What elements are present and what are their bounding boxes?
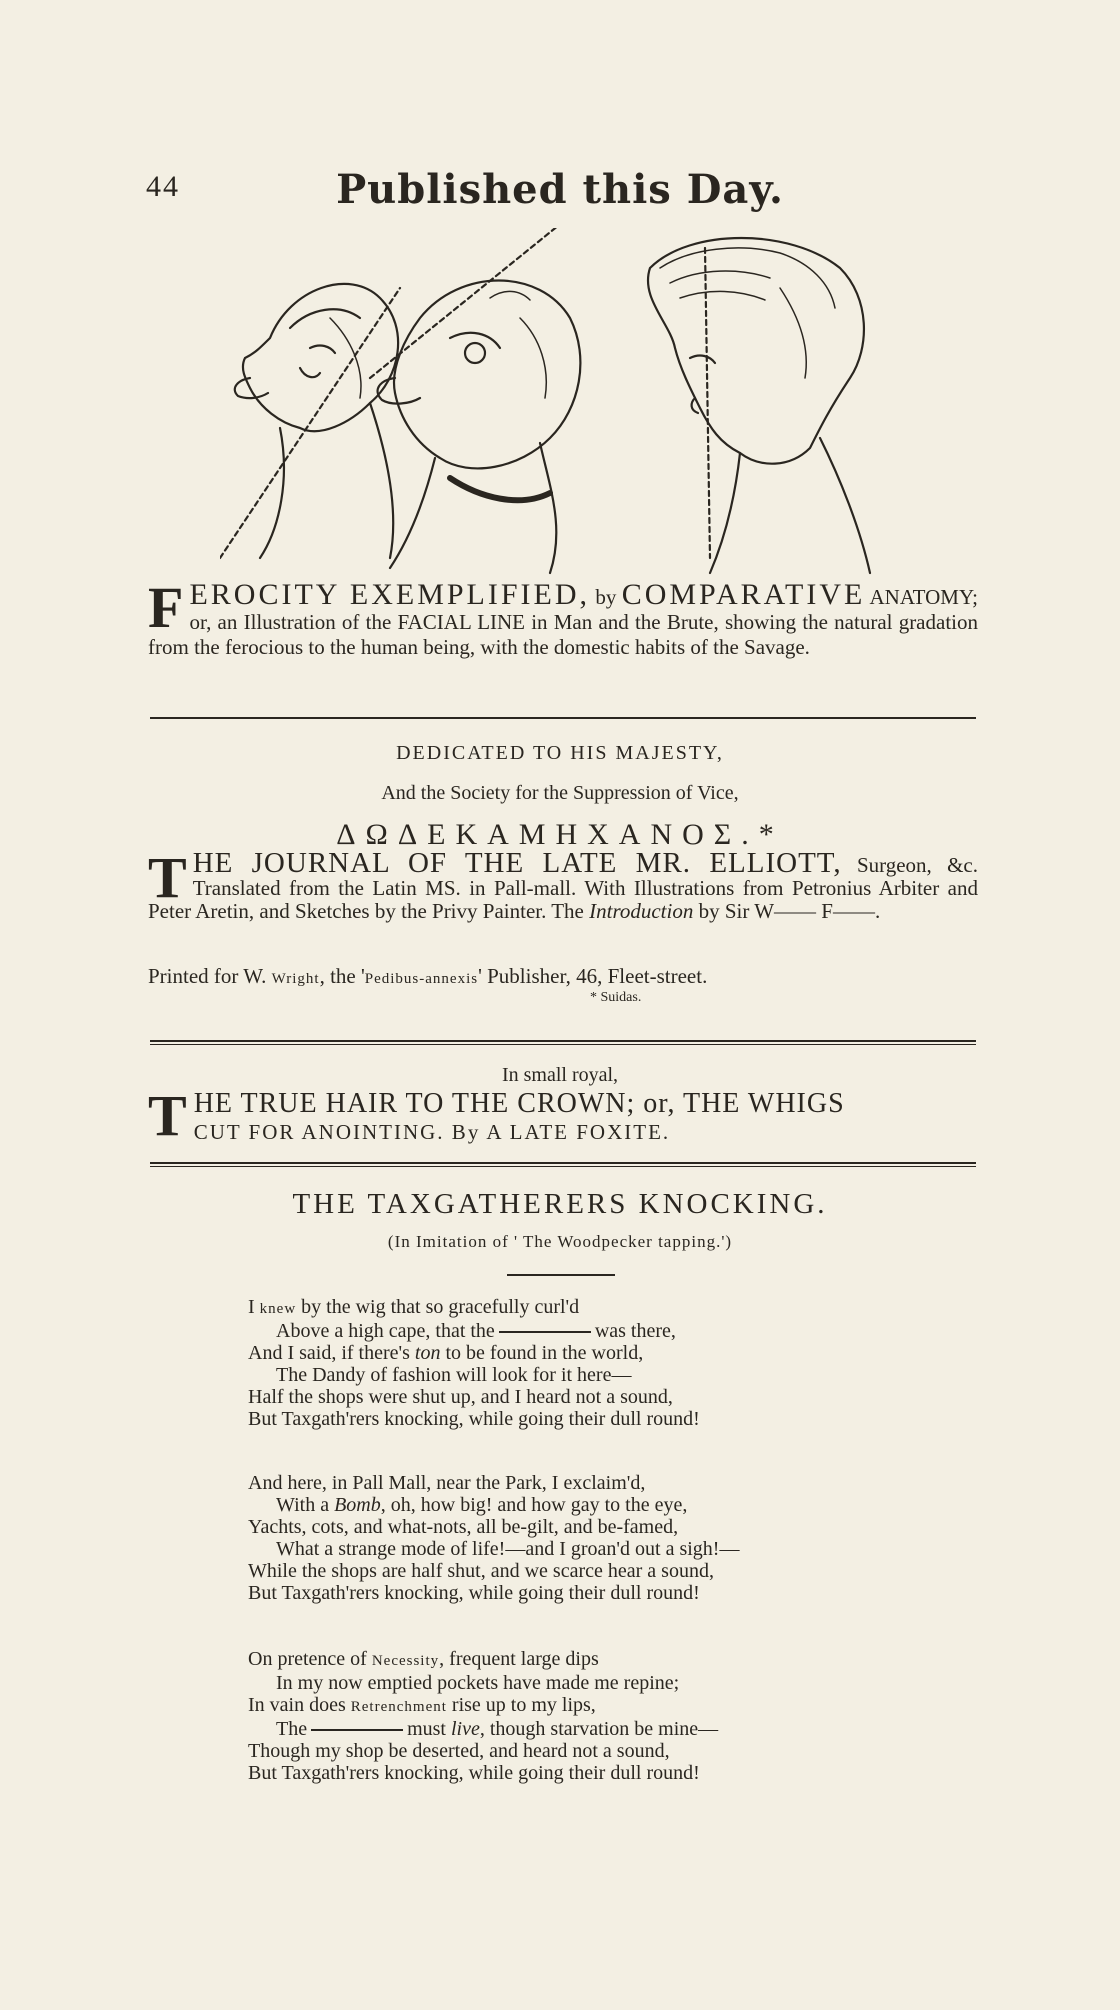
divider bbox=[150, 1162, 976, 1167]
imprint-a: Printed for W. bbox=[148, 964, 272, 988]
poem-line: What a strange mode of life!—and I groan'd out a sigh!— bbox=[276, 1538, 740, 1560]
stanza-1 bbox=[248, 1296, 948, 1430]
poem-line: But Taxgath'rers knocking, while going their dull round! bbox=[248, 1408, 700, 1430]
poem-line: I knew by the wig that so gracefully curl'd bbox=[248, 1296, 580, 1318]
stanza-2 bbox=[248, 1472, 948, 1604]
imprint-name: Wright bbox=[271, 971, 320, 987]
greek-title: ΔΩΔΕΚΑΜΗΧΑΝΟΣ.* bbox=[336, 818, 784, 851]
poem-line: But Taxgath'rers knocking, while going their dull round! bbox=[248, 1762, 700, 1784]
format-note: In small royal, bbox=[501, 1064, 619, 1086]
ad-journal-elliott bbox=[148, 845, 979, 923]
poem-line: Yachts, cots, and what-nots, all be-gilt, and be-famed, bbox=[248, 1516, 679, 1538]
ad-title: EROCITY EXEMPLIFIED, bbox=[189, 578, 591, 611]
poem-title: THE TAXGATHERERS KNOCKING. bbox=[292, 1188, 828, 1220]
ad-ferocity-exemplified bbox=[148, 575, 979, 660]
poem-subtitle: (In Imitation of ' The Woodpecker tapping.') bbox=[387, 1232, 733, 1251]
society-line: And the Society for the Suppression of Vice, bbox=[381, 782, 739, 804]
poem-line: In my now emptied pockets have made me repine; bbox=[276, 1672, 680, 1694]
poem-line: While the shops are half shut, and we scarce hear a sound, bbox=[248, 1560, 714, 1582]
poem-line: And I said, if there's ton to be found in the world, bbox=[248, 1342, 644, 1364]
imprint-b: , the ' bbox=[319, 964, 365, 988]
ad-title-by: by bbox=[595, 585, 617, 609]
ad-body: ANATOMY; or, an Illustration of the FACIAL LINE in Man and the Brute, showing the natural gradation from the ferocious to the human being, with the domestic habits of the Savage. bbox=[148, 585, 979, 659]
poem-line: In vain does Retrenchment rise up to my lips, bbox=[248, 1694, 596, 1716]
poem-line: On pretence of Necessity, frequent large dips bbox=[248, 1648, 599, 1670]
poem-line: The Dandy of fashion will look for it here— bbox=[276, 1364, 632, 1386]
dropcap: T bbox=[148, 1083, 188, 1148]
poem-line: The must live, though starvation be mine— bbox=[276, 1718, 719, 1740]
divider bbox=[150, 717, 976, 719]
imprint-publisher: Pedibus-annexis bbox=[364, 971, 479, 987]
divider bbox=[150, 1040, 976, 1045]
ad-body-post: by Sir W—— F——. bbox=[693, 899, 881, 923]
footnote: * Suidas. bbox=[590, 990, 642, 1005]
poem-line: With a Bomb, oh, how big! and how gay to the eye, bbox=[276, 1494, 688, 1516]
dropcap: F bbox=[148, 575, 184, 640]
stanza-3 bbox=[248, 1648, 948, 1784]
running-head: Published this Day. bbox=[336, 166, 784, 213]
short-divider bbox=[507, 1274, 615, 1276]
three-heads-facial-line-engraving-icon bbox=[220, 228, 910, 578]
ad-body-pre: Surgeon, &c. Translated from the Latin MS. in Pall-mall. With Illustrations from Petronius Arbiter and Peter Aretin, and Sketches by the Privy Painter. The bbox=[148, 853, 979, 923]
poem-line: Half the shops were shut up, and I heard not a sound, bbox=[248, 1386, 673, 1408]
dedication: DEDICATED TO HIS MAJESTY, bbox=[396, 742, 724, 764]
poem-line: Above a high cape, that the was there, bbox=[276, 1320, 676, 1342]
imprint-c: ' Publisher, 46, Fleet-street. bbox=[478, 964, 708, 988]
ad-title-rest: COMPARATIVE bbox=[621, 578, 866, 611]
ad-title: HE JOURNAL OF THE LATE MR. ELLIOTT, bbox=[192, 847, 842, 879]
poem-line: Though my shop be deserted, and heard not a sound, bbox=[248, 1740, 670, 1762]
ad-true-hair bbox=[148, 1083, 978, 1148]
printer-imprint bbox=[148, 965, 978, 991]
page-number: 44 bbox=[146, 170, 180, 203]
poem-line: And here, in Pall Mall, near the Park, I exclaim'd, bbox=[248, 1472, 646, 1494]
ad-body-intro: Introduction bbox=[589, 899, 694, 923]
dropcap: T bbox=[148, 845, 187, 910]
ad-subtitle: CUT FOR ANOINTING. By A LATE FOXITE. bbox=[193, 1120, 671, 1144]
ad-title: HE TRUE HAIR TO THE CROWN; or, THE WHIGS bbox=[193, 1088, 845, 1119]
poem-line: But Taxgath'rers knocking, while going their dull round! bbox=[248, 1582, 700, 1604]
